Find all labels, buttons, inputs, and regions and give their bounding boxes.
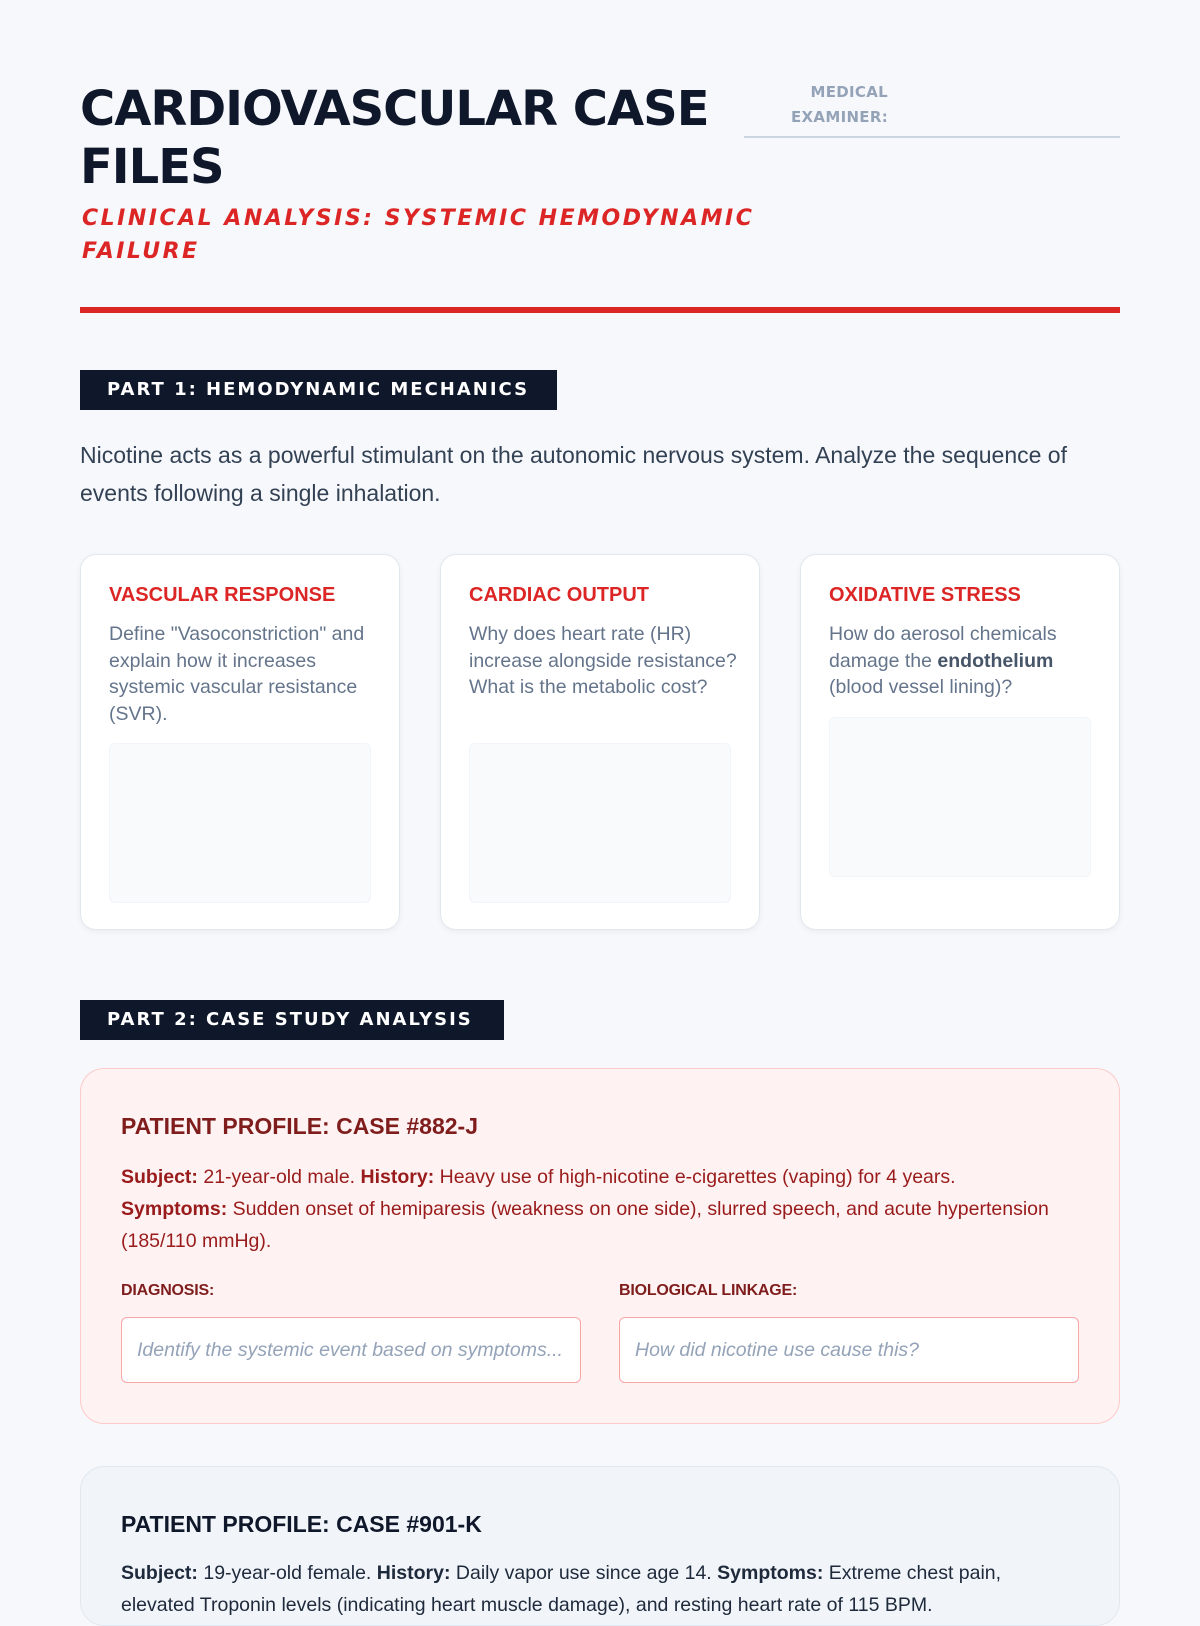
history-label: History: [376,1562,451,1584]
card-oxidative-stress [800,554,1120,930]
question-text: How do aerosol chemicals damage the [829,623,1057,672]
subject-text: 19-year-old female. [197,1562,377,1584]
case-panel-901k [80,1466,1120,1626]
symptoms-label: Symptoms: [717,1562,824,1584]
answer-box[interactable] [829,717,1091,877]
header-divider [80,307,1120,313]
card-title: VASCULAR RESPONSE [109,584,336,606]
answer-box[interactable] [109,743,371,903]
medical-examiner-label: MEDICAL EXAMINER: [791,83,888,126]
case-panel-882j [80,1068,1120,1424]
history-text: Heavy use of high-nicotine e-cigarettes (vaping) for 4 years. [434,1166,956,1188]
symptoms-text: Extreme chest pain, elevated Troponin levels (indicating heart muscle damage), and resting heart rate of 115 BPM. [121,1562,1002,1616]
page-title: CARDIOVASCULAR CASE FILES [80,81,709,195]
question-emphasis: endothelium [937,649,1054,672]
card-cardiac-output [440,554,760,930]
history-label: History: [360,1166,435,1188]
subject-text: 21-year-old male. [197,1166,361,1188]
card-title: OXIDATIVE STRESS [829,584,1021,606]
symptoms-text: Sudden onset of hemiparesis (weakness on one side), slurred speech, and acute hypertension (185/110 mmHg). [121,1198,1049,1252]
history-text: Daily vapor use since age 14. [450,1562,718,1584]
card-question: Why does heart rate (HR) increase alongside resistance? What is the metabolic cost? [469,623,737,698]
card-question: Define "Vasoconstriction" and explain how it increases systemic vascular resistance (SVR). [109,623,365,725]
card-title: CARDIAC OUTPUT [469,584,649,606]
subject-label: Subject: [121,1562,198,1584]
case-title: PATIENT PROFILE: CASE #882-J [121,1113,478,1139]
part2-heading: PART 2: CASE STUDY ANALYSIS [80,1000,504,1040]
case-description [121,1161,1071,1257]
symptoms-label: Symptoms: [121,1198,228,1220]
case-description [121,1557,1071,1621]
page-subtitle: CLINICAL ANALYSIS: SYSTEMIC HEMODYNAMIC FAILURE [82,206,755,264]
worksheet-header [80,80,1120,312]
case-title: PATIENT PROFILE: CASE #901-K [121,1511,482,1537]
card-question [829,621,1099,701]
subject-label: Subject: [121,1166,198,1188]
answer-box[interactable] [469,743,731,903]
diagnosis-input[interactable]: Identify the systemic event based on symptoms... [121,1317,581,1383]
question-text: (blood vessel lining)? [829,676,1013,698]
medical-examiner-field[interactable] [744,80,1120,138]
diagnosis-label: DIAGNOSIS: [121,1282,215,1299]
card-vascular-response [80,554,400,930]
part1-intro: Nicotine acts as a powerful stimulant on the autonomic nervous system. Analyze the sequence of events following a single inhalation. [80,442,1067,506]
biological-linkage-label: BIOLOGICAL LINKAGE: [619,1282,798,1299]
biological-linkage-input[interactable]: How did nicotine use cause this? [619,1317,1079,1383]
part1-heading: PART 1: HEMODYNAMIC MECHANICS [80,370,557,410]
